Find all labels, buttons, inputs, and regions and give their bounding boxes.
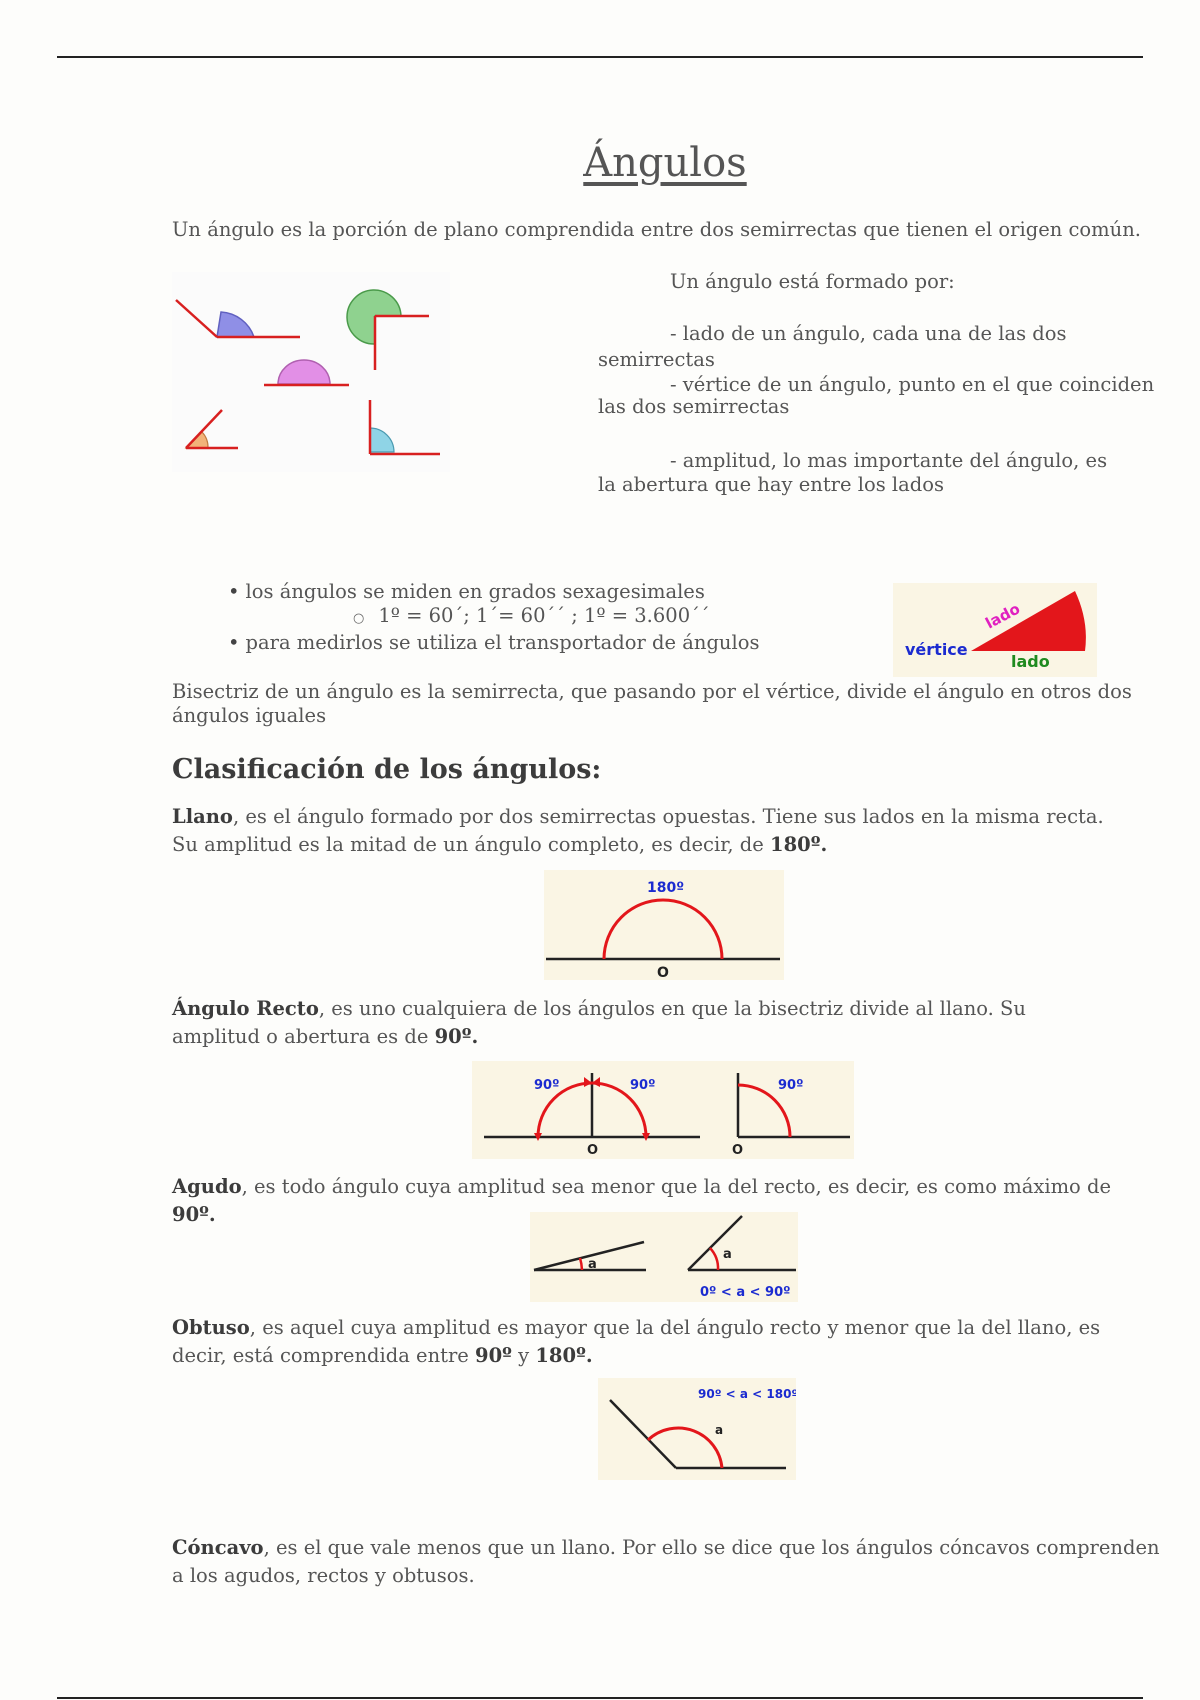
formed-by-heading: Un ángulo está formado por: <box>670 270 955 293</box>
angle-examples-svg <box>172 272 450 472</box>
agudo-a2-label: a <box>723 1247 732 1262</box>
measure-bullet-transportador-text: para medirlos se utiliza el transportador de ángulos <box>245 631 760 654</box>
vertice-label: vértice <box>905 640 968 659</box>
formed-by-item-amplitud: - amplitud, lo mas importante del ángulo, es la abertura que hay entre los lados <box>598 449 1108 496</box>
recto-text: , es uno cualquiera de los ángulos en que la bisectriz divide al llano. Su amplitud o abertura es de <box>172 997 1026 1048</box>
recto-value: 90º <box>434 1025 472 1048</box>
recto-90-left-label: 90º <box>534 1078 560 1093</box>
recto-image <box>472 1061 854 1159</box>
agudo-value: 90º <box>172 1203 209 1226</box>
recto-svg <box>472 1061 854 1159</box>
obtuso-mid: y <box>511 1344 536 1367</box>
llano-180-label: 180º <box>647 880 685 896</box>
obtuso-value2: 180º <box>535 1344 586 1367</box>
measure-bullet-grados-text: los ángulos se miden en grados sexagesimales <box>245 580 705 603</box>
measure-bullet-transportador <box>228 631 848 655</box>
page-title: Ángulos <box>583 140 747 186</box>
obtuso-end: . <box>585 1344 593 1367</box>
recto-single-origin-label: O <box>732 1143 744 1158</box>
llano-paragraph <box>172 803 1132 859</box>
vertex-sides-svg <box>893 583 1097 677</box>
intro-paragraph: Un ángulo es la porción de plano comprendida entre dos semirrectas que tienen el origen común. <box>172 218 1141 241</box>
recto-paragraph <box>172 995 1112 1051</box>
lado-top-label: lado <box>982 599 1023 633</box>
obtuso-term: Obtuso <box>172 1316 250 1339</box>
obtuso-range-label: 90º < a < 180º <box>698 1387 796 1401</box>
llano-text: , es el ángulo formado por dos semirrectas opuestas. Tiene sus lados en la misma recta. Su amplitud es la mitad de un ángulo completo, es decir, de <box>172 805 1104 856</box>
agudo-text: , es todo ángulo cuya amplitud sea menor que la del recto, es decir, es como máximo de <box>241 1175 1112 1198</box>
recto-90-right-label: 90º <box>630 1078 656 1093</box>
formed-by-item-lado: - lado de un ángulo, cada una de las dos semirrectas <box>598 322 1067 371</box>
agudo-svg <box>530 1212 798 1302</box>
agudo-term: Agudo <box>172 1175 242 1198</box>
llano-svg <box>544 870 784 980</box>
llano-end: . <box>820 833 828 856</box>
concavo-text: , es el que vale menos que un llano. Por ello se dice que los ángulos cóncavos comprenden a los agudos, rectos y obtusos. <box>172 1536 1160 1587</box>
obtuso-paragraph <box>172 1314 1152 1370</box>
measure-sub-equivalences <box>228 604 848 631</box>
llano-value: 180º <box>770 833 821 856</box>
recto-term: Ángulo Recto <box>172 997 319 1020</box>
bottom-rule <box>57 1697 1143 1699</box>
concavo-term: Cóncavo <box>172 1536 264 1559</box>
formed-by-item-vertice: - vértice de un ángulo, punto en el que coinciden las dos semirrectas <box>598 373 1155 418</box>
obtuso-a-label: a <box>715 1423 724 1437</box>
measure-sub-text: 1º = 60´; 1´= 60´´ ; 1º = 3.600´´ <box>378 604 710 627</box>
agudo-image <box>530 1212 798 1302</box>
vertex-sides-image <box>893 583 1097 677</box>
recto-90-single-label: 90º <box>778 1078 804 1093</box>
concavo-paragraph <box>172 1534 1162 1590</box>
obtuso-value: 90º <box>475 1344 512 1367</box>
recto-origin-label: O <box>587 1143 599 1158</box>
recto-end: . <box>471 1025 479 1048</box>
llano-origin-label: O <box>657 965 669 980</box>
measure-bullet-grados <box>228 580 848 604</box>
obtuso-svg <box>598 1378 796 1480</box>
measure-list <box>228 580 848 655</box>
top-rule <box>57 56 1143 58</box>
llano-term: Llano <box>172 805 233 828</box>
obtuso-text: , es aquel cuya amplitud es mayor que la del ángulo recto y menor que la del llano, es decir, está comprendida entre <box>172 1316 1101 1367</box>
bisectriz-paragraph: Bisectriz de un ángulo es la semirrecta, que pasando por el vértice, divide el ángulo en otros dos ángulos iguales <box>172 680 1132 727</box>
llano-image <box>544 870 784 980</box>
obtuso-image <box>598 1378 796 1480</box>
agudo-a1-label: a <box>588 1257 597 1272</box>
classification-heading: Clasificación de los ángulos: <box>172 754 602 785</box>
agudo-range-label: 0º < a < 90º <box>700 1285 791 1300</box>
agudo-end: . <box>208 1203 216 1226</box>
lado-bottom-label: lado <box>1011 652 1050 671</box>
angle-examples-image <box>172 272 450 472</box>
